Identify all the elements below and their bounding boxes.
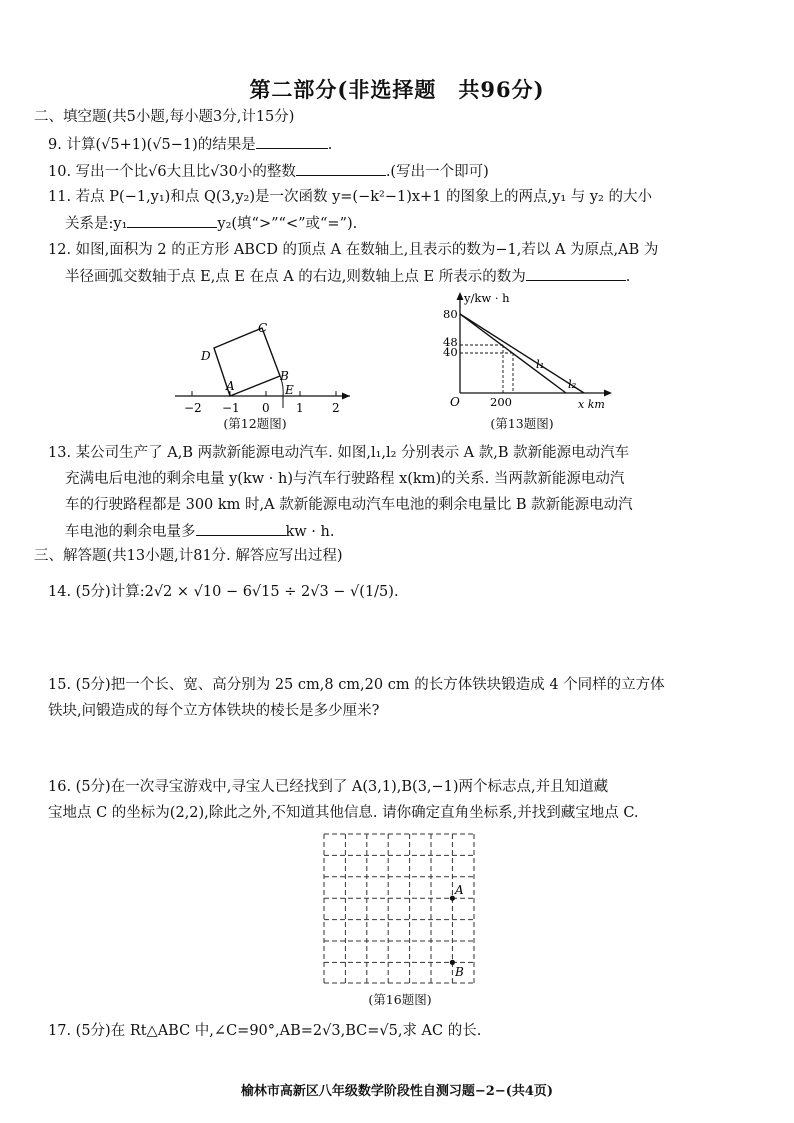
q16-line2: 宝地点 C 的坐标为(2,2),除此之外,不知道其他信息. 请你确定直角坐标系,并找到藏宝地点 C. — [48, 805, 639, 821]
figure-13 — [440, 288, 620, 414]
q10-answer-blank[interactable] — [296, 161, 386, 176]
y-tick-80: 80 — [443, 307, 458, 321]
question-9 — [48, 134, 332, 155]
label-b: B — [280, 369, 289, 383]
question-11 — [48, 187, 778, 207]
tick-label-2: 2 — [332, 401, 340, 415]
page-footer: 榆林市高新区八年级数学阶段性自测习题−2−(共4页) — [240, 1084, 554, 1099]
label-e: E — [285, 383, 294, 397]
label-d: D — [201, 349, 211, 363]
q11-line2b: y₂(填“>”“<”或“=”). — [217, 216, 358, 232]
q16-line1: 16. (5分)在一次寻宝游戏中,寻宝人已经找到了 A(3,1),B(3,−1)两个标志点,并且知道藏 — [48, 779, 609, 795]
section-header-fill-in: 二、填空题(共5小题,每小题3分,计15分) — [34, 109, 295, 125]
figure-16-grid — [318, 828, 488, 988]
q13-line4b: kw · h. — [285, 524, 335, 540]
label-l2: l₂ — [568, 377, 577, 391]
question-13-line4 — [65, 521, 334, 542]
figure-12 — [170, 318, 360, 418]
q13-line4a: 车电池的剩余电量多 — [65, 524, 196, 540]
figure-16-caption: (第16题图) — [368, 992, 432, 1007]
y-tick-48: 48 — [443, 335, 458, 349]
q12-line1: 12. 如图,面积为 2 的正方形 ABCD 的顶点 A 在数轴上,且表示的数为−1,若以 A 为原点,AB 为 — [48, 242, 659, 258]
q11-line2a: 关系是:y₁ — [65, 216, 128, 232]
q14-prefix: 14. (5分)计算: — [48, 584, 145, 600]
question-14 — [48, 582, 399, 602]
tick-label-neg2: −2 — [184, 401, 202, 415]
question-13 — [48, 443, 783, 463]
q12-line2: 半径画弧交数轴于点 E,点 E 在点 A 的右边,则数轴上点 E 所表示的数为 — [65, 269, 526, 285]
q14-expression: 2√2 × √10 − 6√15 ÷ 2√3 − √(1/5). — [144, 584, 399, 600]
question-10 — [48, 161, 489, 182]
tick-label-1: 1 — [296, 401, 304, 415]
label-c: C — [258, 321, 268, 335]
q11-answer-blank[interactable] — [127, 213, 217, 228]
section-header-solutions: 三、解答题(共13小题,计81分. 解答应写出过程) — [34, 548, 343, 564]
q12-end: . — [625, 269, 631, 285]
q15-line1: 15. (5分)把一个长、宽、高分别为 25 cm,8 cm,20 cm 的长方体铁块锻造成 4 个同样的立方体 — [48, 677, 665, 693]
question-11-line2 — [65, 213, 357, 234]
q13-line3: 车的行驶路程都是 300 km 时,A 款新能源电动汽车电池的剩余电量比 B 款新能源电动汽 — [65, 497, 633, 513]
question-12 — [48, 240, 783, 260]
y-axis-label: y/kw · h — [464, 291, 510, 305]
q11-line1: 11. 若点 P(−1,y₁)和点 Q(3,y₂)是一次函数 y=(−k²−1)x+1 的图象上的两点,y₁ 与 y₂ 的大小 — [48, 189, 652, 205]
point-a-label: A — [455, 883, 464, 897]
x-axis-arrow — [604, 390, 612, 397]
page-title: 第二部分(非选择题 共96分) — [249, 77, 545, 102]
question-12-line2 — [65, 266, 630, 287]
label-a: A — [226, 379, 235, 393]
question-17: 17. (5分)在 Rt△ABC 中,∠C=90°,AB=2√3,BC=√5,求 AC 的长. — [48, 1023, 482, 1039]
number-line-arrow — [342, 393, 350, 400]
tick-label-0: 0 — [262, 401, 270, 415]
label-l1: l₁ — [536, 357, 545, 371]
q10-end: .(写出一个即可) — [385, 164, 489, 180]
q9-text: 9. 计算(√5+1)(√5−1)的结果是 — [48, 137, 256, 153]
figure-12-caption: (第12题图) — [223, 416, 287, 431]
q13-line1: 13. 某公司生产了 A,B 两款新能源电动汽车. 如图,l₁,l₂ 分别表示 A 款,B 款新能源电动汽车 — [48, 445, 630, 461]
q12-answer-blank[interactable] — [526, 266, 626, 281]
q9-answer-blank[interactable] — [256, 134, 328, 149]
x-tick-200: 200 — [490, 395, 512, 409]
y-tick-40: 40 — [443, 345, 458, 359]
q15-line2: 铁块,问锻造成的每个立方体铁块的棱长是多少厘米? — [48, 703, 380, 719]
square-abcd — [214, 328, 280, 396]
y-axis-arrow — [457, 292, 464, 300]
x-axis-label: x km — [578, 398, 605, 411]
q10-text: 10. 写出一个比√6大且比√30小的整数 — [48, 164, 296, 180]
q9-end: . — [327, 137, 333, 153]
origin-label: O — [450, 395, 460, 409]
q13-answer-blank[interactable] — [196, 521, 286, 536]
line-l2 — [460, 314, 584, 393]
figure-13-caption: (第13题图) — [490, 416, 554, 431]
q13-line2: 充满电后电池的剩余电量 y(kw · h)与汽车行驶路程 x(km)的关系. 当两款新能源电动汽 — [65, 471, 625, 487]
tick-label-neg1: −1 — [222, 401, 240, 415]
point-b-label: B — [455, 965, 464, 979]
